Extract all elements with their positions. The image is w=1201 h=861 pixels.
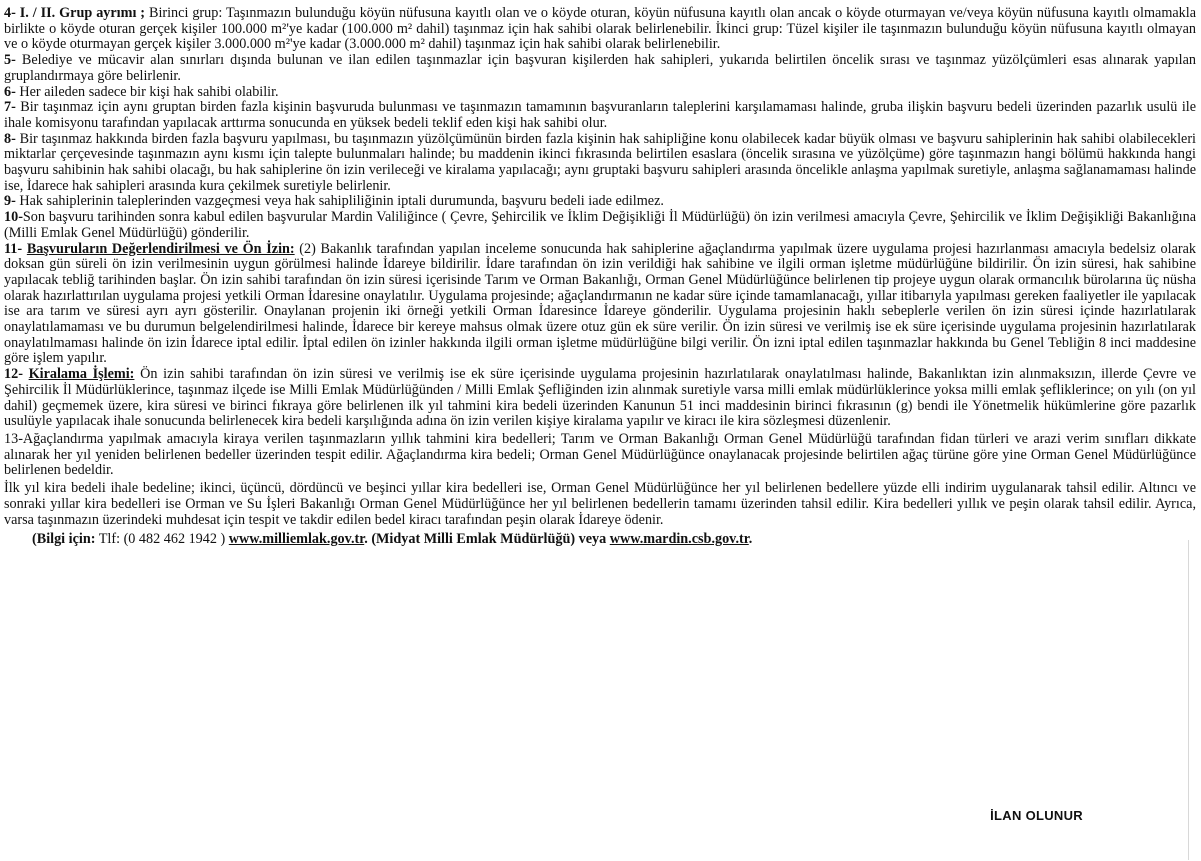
- contact-prefix: (Bilgi için:: [32, 531, 96, 548]
- section-12-number: 12-: [4, 366, 23, 383]
- section-10: [4, 210, 1196, 241]
- section-5-heading: 5-: [4, 52, 16, 69]
- section-9-text: Hak sahiplerinin taleplerinden vazgeçmesi veya hak sahipliliğinin iptali durumunda, başvuru bedeli iade edilmez.: [15, 193, 664, 210]
- scan-edge-line: [1188, 540, 1189, 860]
- section-12-text: Ön izin sahibi tarafından ön izin süresi ve verilmiş ise ek süre içerisinde uygulama projesinin hazırlatılarak onaylatılması halinde, Bakanlıktan izin alınmaksızın, illerde Çevre ve Şehircilik İl Müdürlüklerince, taşınmaz ilçede ise Milli Emlak Müdürlüğünden / Milli Emlak Şefliğinden izin alınmak suretiyle varsa milli emlak müdürlüklerince yoksa milli emlak şefliklerince; on yılı (on yıl dahil) geçmemek üzere, kira süresi ve birinci fıkraya göre belirlenen ilk yıl tahmini kira bedeli üzerinden Kanunun 51 inci maddesinin birinci fıkrasının (g) bendi ile Yönetmelik hükümlerine göre pazarlık usulüyle yapılacak ihale sonucunda belirlenecek kira bedeli karşılığında adına ön izin verilen kişiye kiralama yapılır ve kiracı ile kira sözleşmesi düzenlenir.: [4, 366, 1196, 430]
- ilan-olunur-label: İLAN OLUNUR: [990, 808, 1083, 823]
- contact-phone: Tlf: (0 482 462 1942 ): [95, 531, 229, 548]
- section-4-text: Birinci grup: Taşınmazın bulunduğu köyün nüfusuna kayıtlı olan ve o köyde oturan, köyün nüfusuna kayıtlı olan ancak o köyde oturmayan ve/veya köyün nüfusuna kayıtlı olmamakla birlikte o köyde oturan gerçek kişiler 100.000 m²'ye kadar (100.000 m² dahil) taşınmaz için hak sahibi olarak belirlenebilir. İkinci grup: Tüzel kişiler ile taşınmazın bulunduğu köyün nüfusuna kayıtlı olmayan ve o köyde oturmayan gerçek kişiler 3.000.000 m²'ye kadar (3.000.000 m² dahil) taşınmaz için hak sahibi olarak belirlenebilir.: [4, 5, 1196, 53]
- section-12: [4, 367, 1196, 430]
- section-8-heading: 8-: [4, 130, 16, 147]
- section-8-text: Bir taşınmaz hakkında birden fazla başvuru yapılması, bu taşınmazın yüzölçümünün birden fazla kişinin hak sahipliğine konu olabilecek kadar büyük olması ve başvuru sahiplerinin hak sahibi olabilecekleri miktarlar çerçevesinde taşınmazın aynı kısmı için talepte bulunmaları halinde; bu maddenin ikinci fıkrasında belirtilen esaslara (öncelik sırasına ve yüzölçüme) göre taşınmazın hangi bölümü hakkında hangi başvuru sahibinin hak sahibi olacağı, bu hak sahiplerine ön izin verileceği ve kiralama yapılacağı; aynı gruptaki başvuru sahipleri arasında öncelikle anlaşma yapılmak suretiyle, anlaşma sağlanamaması halinde ise, İdarece hak sahipleri arasında kura çekilmek suretiyle belirlenir.: [4, 130, 1196, 194]
- section-11-number: 11-: [4, 240, 23, 257]
- section-14: [4, 481, 1196, 528]
- section-12-heading: Kiralama İşlemi:: [28, 366, 135, 383]
- contact-end: .: [748, 531, 753, 548]
- section-4: [4, 6, 1196, 53]
- section-7-text: Bir taşınmaz için aynı gruptan birden fazla kişinin başvuruda bulunması ve taşınmazın tamamının başvuranların taleplerini karşılamaması halinde, gruba ilişkin başvuru bedeli üzerinden pazarlık usulü ile ihale komisyonu tarafından yapılacak arttırma sonucunda en yüksek bedeli teklif eden kişi hak sahibi olur.: [4, 99, 1196, 131]
- section-6: [4, 85, 1196, 101]
- section-11-text: (2) Bakanlık tarafından yapılan inceleme sonucunda hak sahiplerine ağaçlandırma yapılmak üzere uygulama projesi hazırlanması amacıyla bedelsiz olarak doksan gün süreli ön izin verilmesinin uygun görülmesi halinde İdareye bildirilir. İdare tarafından ön izin verildiği hak sahibine ve ilgili orman işletme müdürlüğüne bildirilir. Ön izin süresi, hak sahibine yapılacak tebliğ tarihinden başlar. Ön izin sahibi tarafından ön izin süresi içerisinde Tarım ve Orman Bakanlığı, Orman Genel Müdürlüğünce belirlenen tip projeye uygun olarak ormancılık bürolarına üç nüsha olarak hazırlattırılan uygulama projesi yetkili Orman İdaresine onaylatılır. Uygulama projesinde; ağaçlandırmanın ne kadar süre içinde tamamlanacağı, yıllar itibarıyla yapılması gereken faaliyetler ile yapılacak ise ara tarım ve süresi ayrı ayrı gösterilir. Onaylanan projenin iki örneği yetkili Orman İdaresince İdareye gönderilir. Uygulama projesinin haklı sebeplerle verilen ön izin süresi içinde hazırlatılarak onaylatılamaması ve bu durumun belgelendirilmesi halinde, İdarece bir kereye mahsus olmak üzere otuz gün ek süre verilir. Ön izin süresi ve verilmiş ise ek süre içerisinde uygulama projesinin hazırlatılarak onaylatılmaması halinde ön izin İdarece iptal edilir. İptal edilen ön izinler hakkında ilgili orman işletme müdürlüğüne bilgi verilir. Ön izni iptal edilen taşınmazlar hakkında bu Genel Tebliğin 8 inci maddesine göre işlem yapılır.: [4, 240, 1196, 367]
- section-7: [4, 100, 1196, 131]
- section-8: [4, 132, 1196, 195]
- section-10-text: Son başvuru tarihinden sonra kabul edilen başvurular Mardin Valiliğince ( Çevre, Şehircilik ve İklim Değişikliği İl Müdürlüğü) ön izin verilmesi amacıyla Çevre, Şehircilik ve İklim Değişikliği Bakanlığına (Milli Emlak Genel Müdürlüğü) gönderilir.: [4, 209, 1196, 241]
- section-11-heading: Başvuruların Değerlendirilmesi ve Ön İzin:: [26, 240, 295, 257]
- section-4-heading: 4- I. / II. Grup ayrımı ;: [4, 5, 146, 21]
- section-9: [4, 194, 1196, 210]
- contact-info: [4, 532, 1196, 548]
- section-11: [4, 242, 1196, 368]
- announcement-body: [4, 6, 1196, 548]
- mardin-csb-link[interactable]: www.mardin.csb.gov.tr: [609, 531, 749, 548]
- section-9-heading: 9-: [4, 193, 16, 210]
- section-7-heading: 7-: [4, 99, 16, 116]
- section-6-text: Her aileden sadece bir kişi hak sahibi olabilir.: [15, 83, 279, 100]
- section-5-text: Belediye ve mücavir alan sınırları dışında bulunan ve ilan edilen taşınmazlar için başvuran kişilerden hak sahipleri, yukarıda belirtilen öncelik sırası ve taşınmaz yüzölçümleri esas alınarak yapılan gruplandırmaya göre belirlenir.: [4, 52, 1196, 84]
- section-10-heading: 10-: [4, 209, 23, 226]
- section-13: [4, 432, 1196, 479]
- section-13-text: 13-Ağaçlandırma yapılmak amacıyla kiraya verilen taşınmazların yıllık tahmini kira bedelleri; Tarım ve Orman Bakanlığı Orman Genel Müdürlüğü tarafından fidan türleri ve arazi verim sınıfları dikkate alınarak her yıl yeniden belirlenen bedeller üzerinden tespit edilir. Ağaçlandırma kira bedeli; Orman Genel Müdürlüğünce onaylanacak projesinde belirtilen ağaç türüne göre yine Orman Genel Müdürlüğünce belirlenen bedeldir.: [4, 430, 1196, 479]
- contact-office: (Midyat Milli Emlak Müdürlüğü) veya: [367, 531, 610, 548]
- section-5: [4, 53, 1196, 84]
- section-14-text: İlk yıl kira bedeli ihale bedeline; ikinci, üçüncü, dördüncü ve beşinci yıllar kira bedelleri ise, Orman Genel Müdürlüğünce her yıl belirlenen bedellere yüzde elli indirim uygulanarak tahsil edilir. Altıncı ve sonraki yıllar kira bedelleri ise Orman ve Su İşleri Bakanlığı Orman Genel Müdürlüğünce her yıl belirlenen bedellerin tamamı üzerinden tahsil edilir. Kira bedelleri yıllık ve peşin olarak tahsil edilir. Ayrıca, varsa taşınmazın üzerindeki muhdesat için tespit ve takdir edilen bedel kiracı tarafından peşin olarak İdareye ödenir.: [4, 480, 1196, 528]
- section-6-heading: 6-: [4, 83, 16, 100]
- contact-dot: .: [364, 531, 368, 548]
- milliemlak-link[interactable]: www.milliemlak.gov.tr: [228, 531, 365, 548]
